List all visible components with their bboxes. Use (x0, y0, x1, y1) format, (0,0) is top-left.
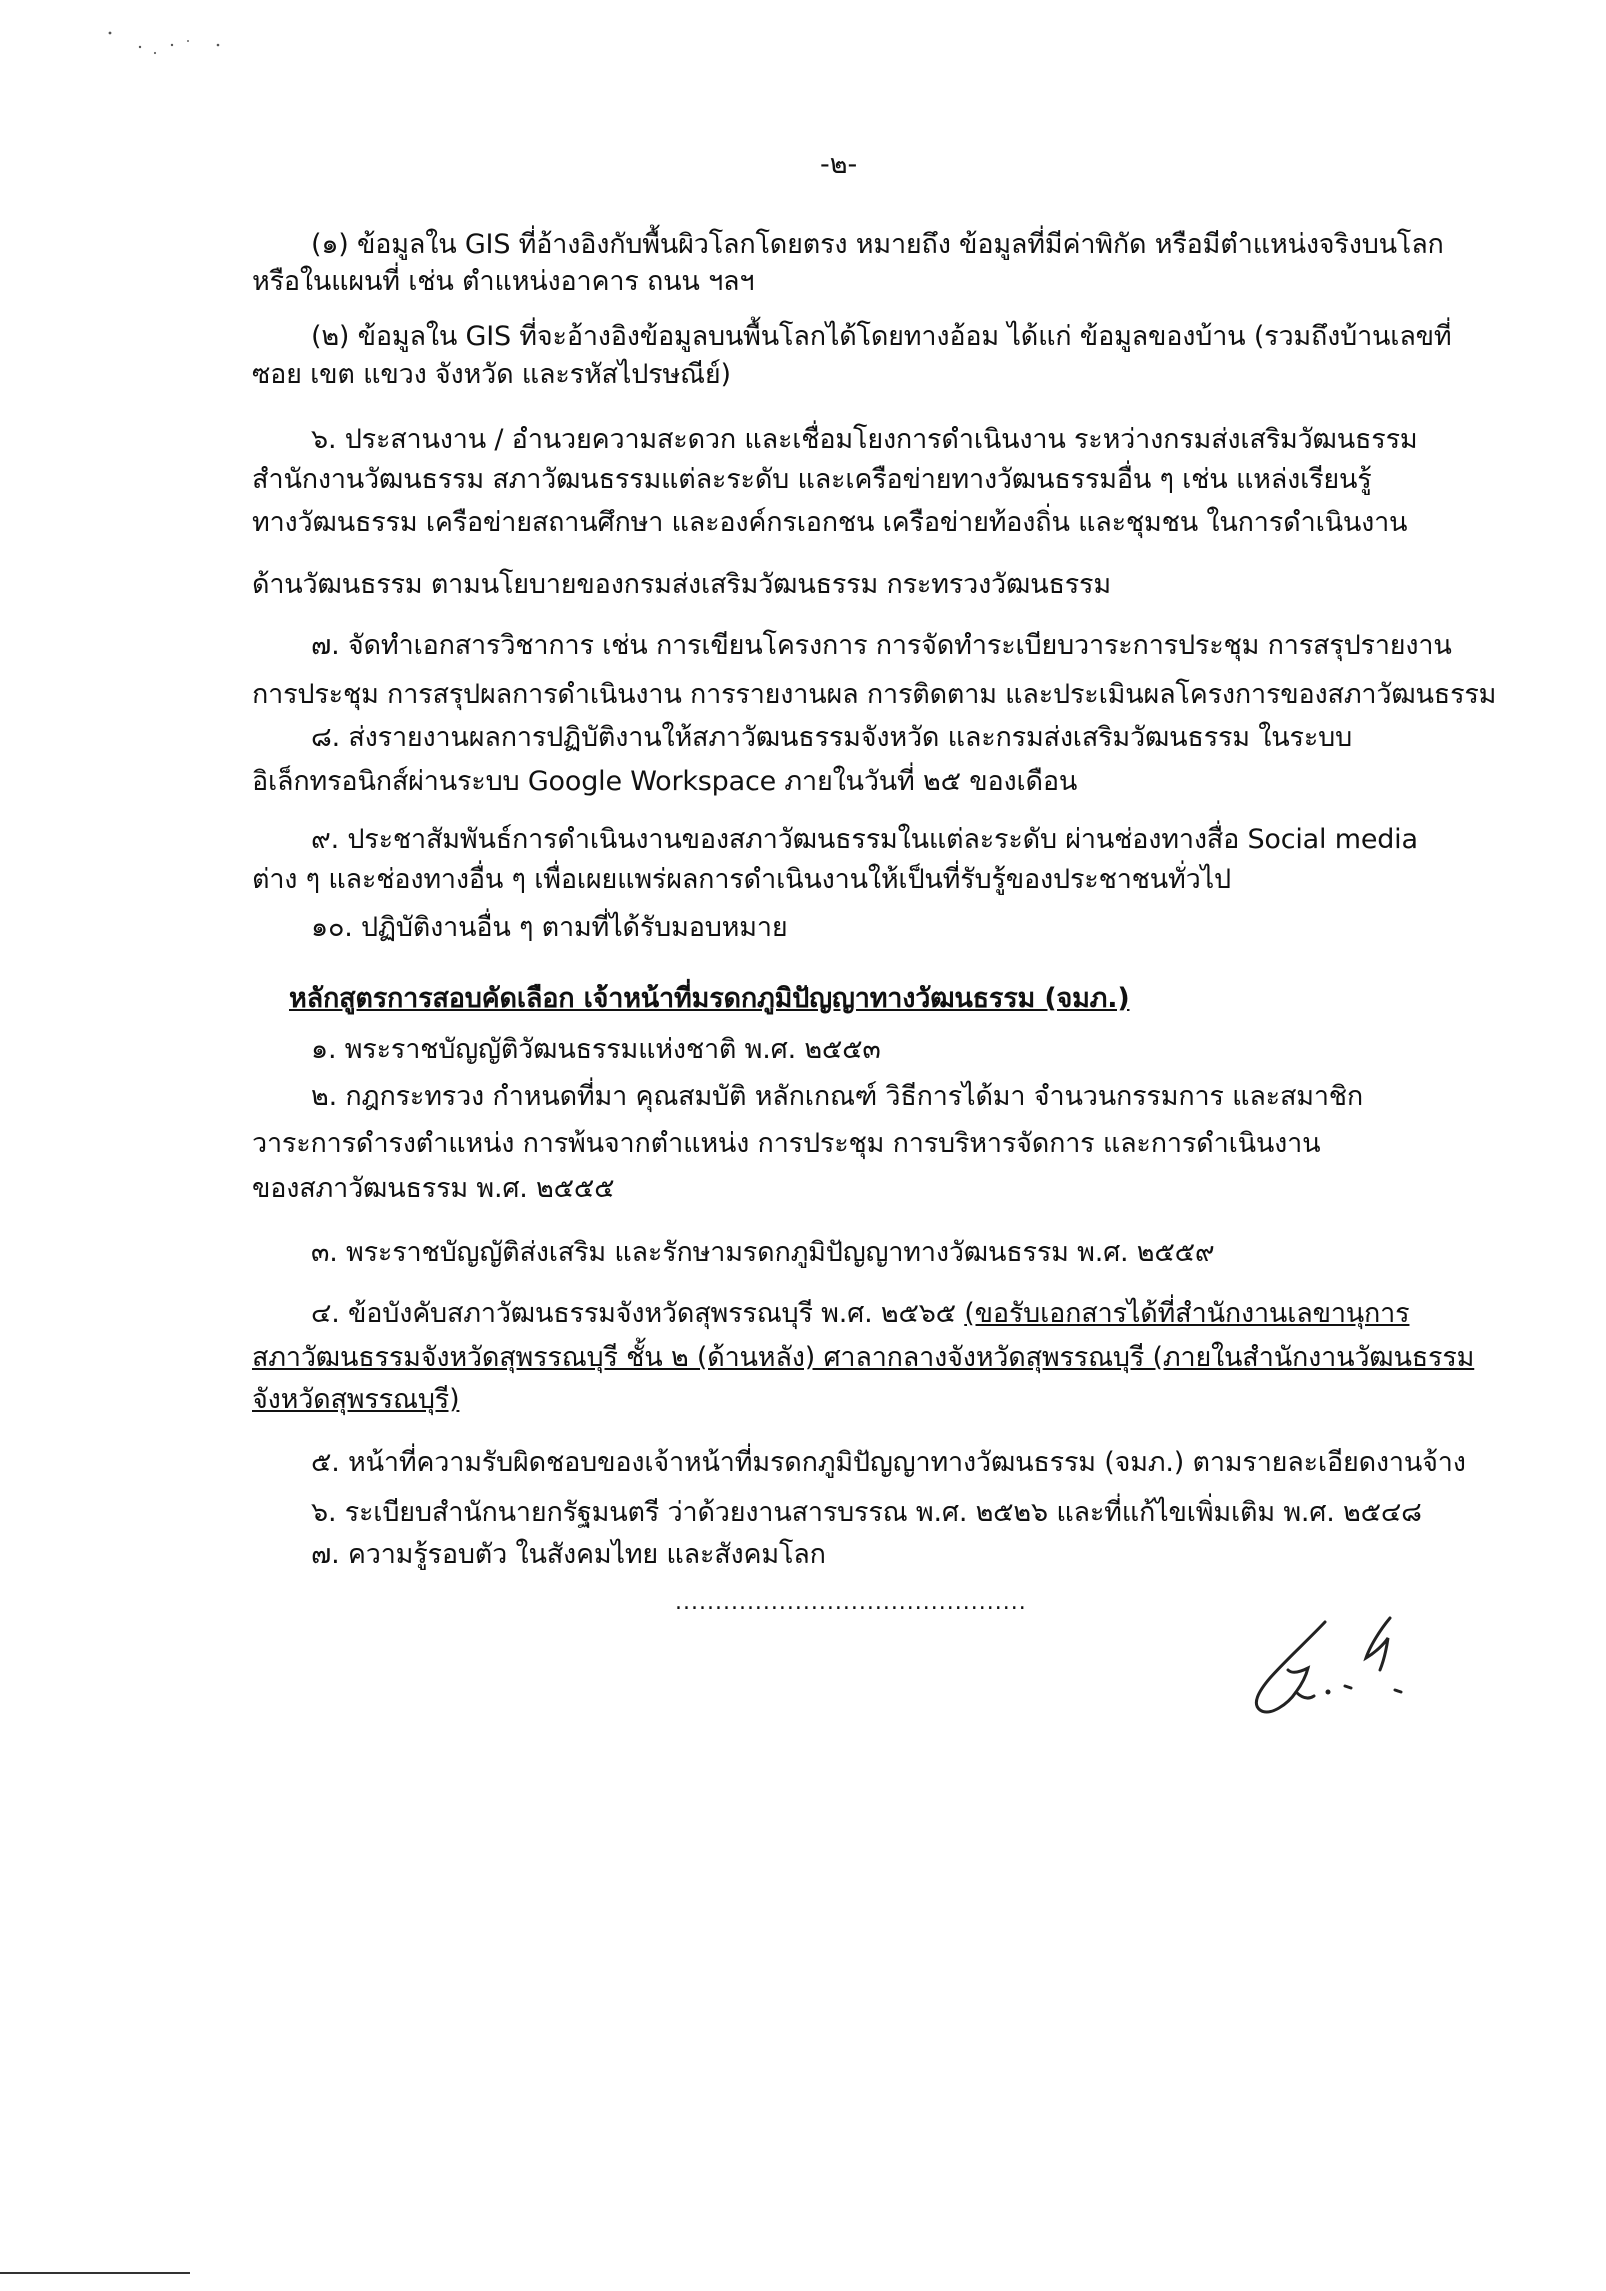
paragraph-line: หรือในแผนที่ เช่น ตำแหน่งอาคาร ถนน ฯลฯ (252, 266, 755, 297)
list-item: ๒. กฎกระทรวง กำหนดที่มา คุณสมบัติ หลักเกณฑ์ วิธีการได้มา จำนวนกรรมการ และสมาชิก (311, 1081, 1364, 1112)
paragraph-line: ทางวัฒนธรรม เครือข่ายสถานศึกษา และองค์กรเอกชน เครือข่ายท้องถิ่น และชุมชน ในการดำเนินงาน (252, 507, 1408, 538)
list-item: ๓. พระราชบัญญัติส่งเสริม และรักษามรดกภูมิปัญญาทางวัฒนธรรม พ.ศ. ๒๕๕๙ (311, 1237, 1215, 1268)
paragraph-line: สำนักงานวัฒนธรรม สภาวัฒนธรรมแต่ละระดับ และเครือข่ายทางวัฒนธรรมอื่น ๆ เช่น แหล่งเรียนรู้ (252, 464, 1372, 495)
scan-edge-line (0, 2272, 190, 2274)
list-item (311, 1294, 1409, 1334)
paragraph-line: (๑) ข้อมูลใน GIS ที่อ้างอิงกับพื้นผิวโลกโดยตรง หมายถึง ข้อมูลที่มีค่าพิกัด หรือมีตำแหน่งจริงบนโลก (311, 229, 1444, 260)
list-item: ๕. หน้าที่ความรับผิดชอบของเจ้าหน้าที่มรดกภูมิปัญญาทางวัฒนธรรม (จมภ.) ตามรายละเอียดงานจ้าง (311, 1447, 1466, 1478)
paragraph-line: (๒) ข้อมูลใน GIS ที่จะอ้างอิงข้อมูลบนพื้นโลกได้โดยทางอ้อม ได้แก่ ข้อมูลของบ้าน (รวมถึงบ้านเลขที่ (311, 321, 1452, 352)
dotted-separator: ............................................ (675, 1590, 1027, 1615)
list-item-continuation: ของสภาวัฒนธรรม พ.ศ. ๒๕๕๕ (252, 1173, 615, 1204)
paragraph-line: ด้านวัฒนธรรม ตามนโยบายของกรมส่งเสริมวัฒนธรรม กระทรวงวัฒนธรรม (252, 569, 1111, 600)
section-heading: หลักสูตรการสอบคัดเลือก เจ้าหน้าที่มรดกภูมิปัญญาทางวัฒนธรรม (จมภ.) (289, 983, 1130, 1014)
paragraph-line: ซอย เขต แขวง จังหวัด และรหัสไปรษณีย์) (252, 359, 731, 390)
paragraph-line: ต่าง ๆ และช่องทางอื่น ๆ เพื่อเผยแพร่ผลการดำเนินงานให้เป็นที่รับรู้ของประชาชนทั่วไป (252, 864, 1231, 895)
paragraph-line: ๙. ประชาสัมพันธ์การดำเนินงานของสภาวัฒนธรรมในแต่ละระดับ ผ่านช่องทางสื่อ Social media (311, 824, 1418, 855)
paragraph-line: ๘. ส่งรายงานผลการปฏิบัติงานให้สภาวัฒนธรรมจังหวัด และกรมส่งเสริมวัฒนธรรม ในระบบ (311, 722, 1353, 753)
page-number: -๒- (820, 149, 858, 180)
list-item-continuation: วาระการดำรงตำแหน่ง การพ้นจากตำแหน่ง การประชุม การบริหารจัดการ และการดำเนินงาน (252, 1128, 1321, 1159)
document-pickup-note: (ขอรับเอกสารได้ที่สำนักงานเลขานุการ (964, 1298, 1410, 1329)
signature-initials (1230, 1600, 1430, 1730)
paragraph-line: ๑๐. ปฏิบัติงานอื่น ๆ ตามที่ได้รับมอบหมาย (311, 912, 788, 943)
document-pickup-note: จังหวัดสุพรรณบุรี) (252, 1384, 460, 1415)
document-pickup-note: สภาวัฒนธรรมจังหวัดสุพรรณบุรี ชั้น ๒ (ด้านหลัง) ศาลากลางจังหวัดสุพรรณบุรี (ภายในสำนักงานวัฒนธรรม (252, 1342, 1475, 1373)
paragraph-line: อิเล็กทรอนิกส์ผ่านระบบ Google Workspace ภายในวันที่ ๒๕ ของเดือน (252, 766, 1078, 797)
paragraph-line: การประชุม การสรุปผลการดำเนินงาน การรายงานผล การติดตาม และประเมินผลโครงการของสภาวัฒนธรรม (252, 679, 1497, 710)
paragraph-line: ๗. จัดทำเอกสารวิชาการ เช่น การเขียนโครงการ การจัดทำระเบียบวาระการประชุม การสรุปรายงาน (311, 630, 1452, 661)
list-item: ๖. ระเบียบสำนักนายกรัฐมนตรี ว่าด้วยงานสารบรรณ พ.ศ. ๒๕๒๖ และที่แก้ไขเพิ่มเติม พ.ศ. ๒๕๔๘ (311, 1497, 1422, 1528)
list-item-text: ๔. ข้อบังคับสภาวัฒนธรรมจังหวัดสุพรรณบุรี พ.ศ. ๒๕๖๕ (311, 1298, 965, 1329)
paragraph-line: ๖. ประสานงาน / อำนวยความสะดวก และเชื่อมโยงการดำเนินงาน ระหว่างกรมส่งเสริมวัฒนธรรม (311, 424, 1418, 455)
scan-specks (100, 25, 240, 85)
list-item: ๗. ความรู้รอบตัว ในสังคมไทย และสังคมโลก (311, 1539, 826, 1570)
list-item: ๑. พระราชบัญญัติวัฒนธรรมแห่งชาติ พ.ศ. ๒๕๕๓ (311, 1034, 881, 1065)
